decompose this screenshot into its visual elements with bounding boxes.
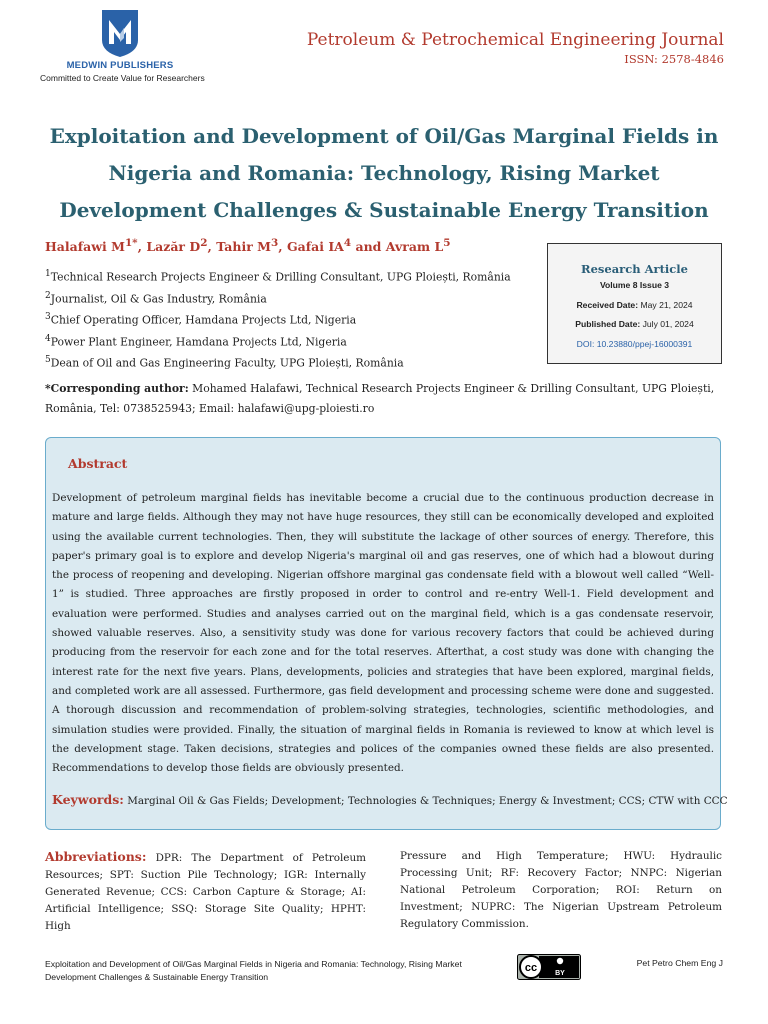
corresponding-author: *Corresponding author: Mohamed Halafawi, Technical Research Projects Engineer & Drilling Consultant, UPG Ploiești, România, Tel: 0738525943; Email: halafawi@upg-ploiesti.ro <box>45 382 715 415</box>
abbreviations-right: Pressure and High Temperature; HWU: Hydraulic Processing Unit; RF: Recovery Factor; NNPC: Nigerian National Petroleum Corporation; ROI: Return on Investment; NUPRC: The Nigerian Upstream Petroleum Regulatory Commission. <box>400 850 722 930</box>
article-type: Research Article <box>581 262 688 276</box>
affiliation: $^3$Chief Operating Officer, Hamdana Projects Ltd, Nigeria <box>45 312 357 327</box>
volume-issue: Volume 8 Issue 3 <box>599 280 670 290</box>
article-info-box <box>547 243 722 364</box>
by-text: BY <box>555 970 565 977</box>
published-date: Published Date: July 01, 2024 <box>575 319 694 329</box>
received-date: Received Date: May 21, 2024 <box>576 299 693 310</box>
abstract-heading: Abstract <box>68 456 128 471</box>
affiliation: $^1$Technical Research Projects Engineer & Drilling Consultant, UPG Ploiești, România <box>45 269 511 284</box>
author: Gafai $IA^4$ and <box>286 237 386 255</box>
abbreviations-left: Abbreviations: DPR: The Department of Petroleum Resources; SPT: Suction Pile Technology; IGR: Internally Generated Revenue; CCS: Carbon Capture & Storage; AI: Artificial Intelligence; SSQ: Storage Site Quality; HPHT: High <box>45 849 366 932</box>
author: Lazăr $D^2$, <box>146 237 217 255</box>
doi-link[interactable]: DOI: 10.23880/ppej-16000391 <box>576 338 693 349</box>
affiliation: $^2$Journalist, Oil & Gas Industry, România <box>45 290 267 306</box>
abstract-box <box>45 437 728 830</box>
medwin-logo-icon <box>100 8 140 58</box>
journal-name: Petroleum & Petrochemical Engineering Journal <box>306 30 724 50</box>
journal-issn: ISSN: 2578-4846 <box>624 52 724 66</box>
abstract-text: Development of petroleum marginal fields has inevitable become a crucial due to the continuous production decrease in mature and large fields. Although they may not have huge resources, they still can be economically developed and exploited using the available current technologies. Then, they will substitute the lackage of other sources of energy. Therefore, this paper's primary goal is to explore and develop Nigeria's marginal oil and gas reserves, one of which had a blowout during the process of reopening and developing. Nigerian offshore marginal gas condensate field with a blowout well called “Well-1” is studied. Three approaches are firstly proposed in order to control and re-entry Well-1. Field development and evaluation were performed. Studies and analyses carried out on the marginal field, which is a gas condensate reservoir, showed valuable reserves. Also, a sensitivity study was done for various recovery factors that could be achieved during producing from the reservoir for each zone and for the total reserves. Afterthat, a cost study was done with changing the interest rate for the next five years. Plans, developments, policies and strategies that have been explored, marginal fields, and completed work are all assessed. Furthermore, gas field development and processing scheme were done and suggested. A thorough discussion and recommendation of problem-solving strategies, technologies, scientific methodologies, and simulation studies were provided. Finally, the situation of marginal fields in Romania is reviewed to know at which level is the development stage. Taken decisions, strategies and polices of the companies owned these fields are also presented. Recommendations to develop those fields are obviously presented. <box>52 492 714 775</box>
cc-text: cc <box>524 962 538 974</box>
affiliation: $^4$Power Plant Engineer, Hamdana Projects Ltd, Nigeria <box>45 333 347 349</box>
keywords <box>52 792 728 807</box>
footer-journal-abbrev: Pet Petro Chem Eng J <box>636 958 723 968</box>
article-title: Exploitation and Development of Oil/Gas Marginal Fields in Nigeria and Romania: Technology, Rising Market Development Challenges & Sustainable Energy Transition <box>49 124 719 222</box>
author: Tahir $M^3$, <box>216 237 287 255</box>
author: Halafawi $M^{1*}$, <box>45 237 147 255</box>
author: Avram $L^5$ <box>385 237 451 255</box>
footer-title: Exploitation and Development of Oil/Gas Marginal Fields in Nigeria and Romania: Technology, Rising Market Development Challenges & Sustainable Energy Transition <box>45 959 462 982</box>
publisher-tagline: Committed to Create Value for Researchers <box>40 73 205 83</box>
keywords-text: Marginal Oil & Gas Fields; Development; Technologies & Techniques; Energy & Investment; CCS; CTW with CCC <box>127 795 728 807</box>
cc-by-license-icon[interactable] <box>517 954 581 980</box>
publisher-name: MEDWIN PUBLISHERS <box>66 60 174 71</box>
author-list <box>45 237 451 254</box>
keywords-label: Keywords: <box>52 792 124 807</box>
affiliation: $^5$Dean of Oil and Gas Engineering Faculty, UPG Ploiești, România <box>45 355 404 370</box>
affiliation-list <box>45 265 511 373</box>
abbreviations-label: Abbreviations: <box>45 849 147 864</box>
